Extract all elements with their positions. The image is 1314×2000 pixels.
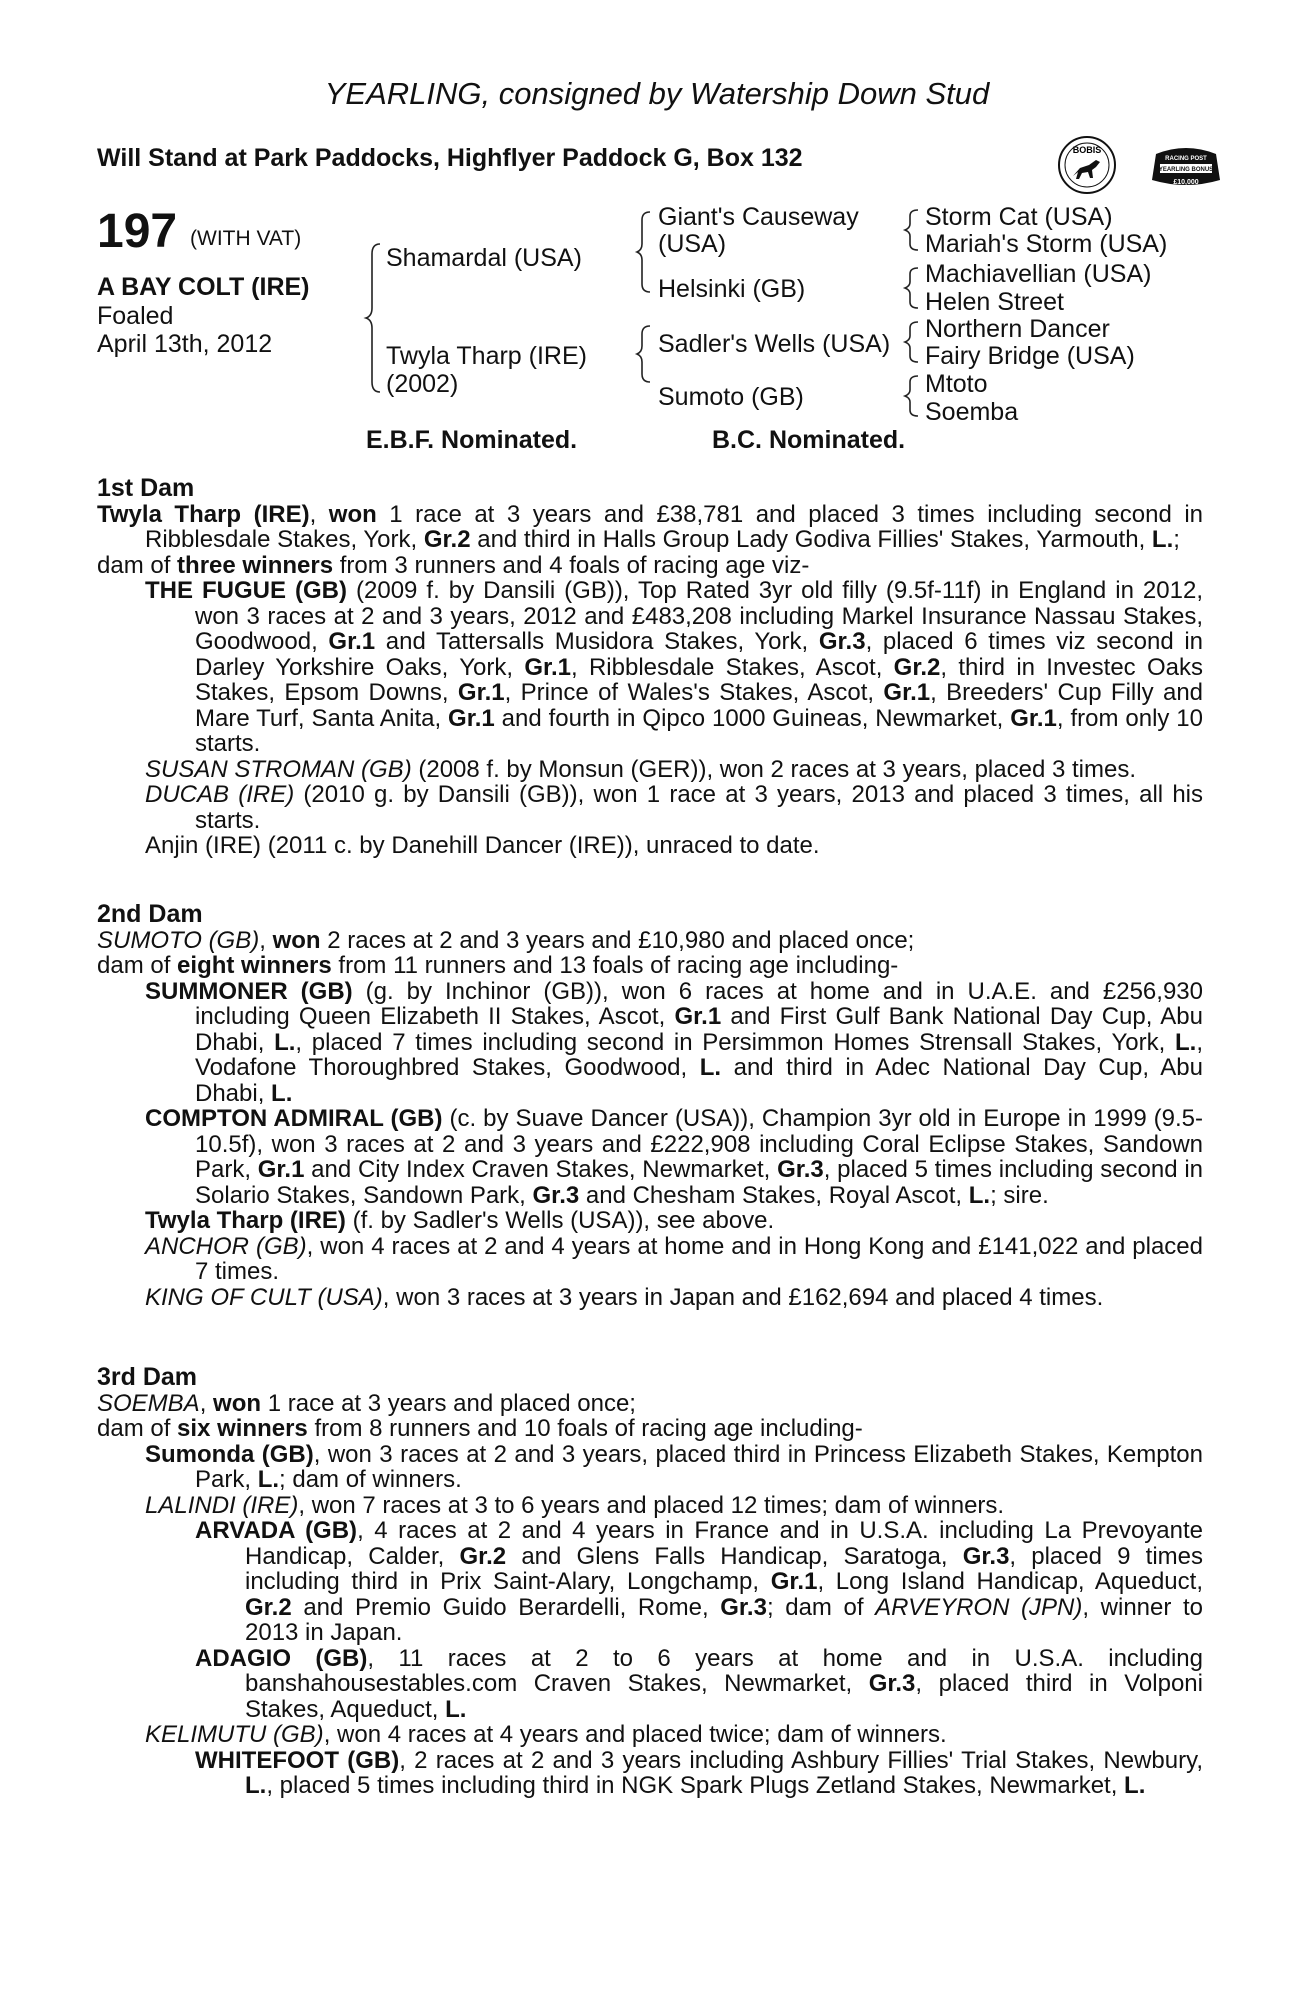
first-dam-section	[97, 476, 1203, 859]
ebf-nominated: E.B.F. Nominated.	[366, 426, 578, 454]
horse-name: SOEMBA	[97, 1389, 200, 1417]
pedigree-brackets	[0, 0, 1314, 440]
dam-sire: Sadler's Wells (USA)	[658, 330, 891, 358]
sire-sire-line1: Giant's Causeway	[658, 203, 859, 231]
horse-name: WHITEFOOT (GB)	[195, 1746, 400, 1774]
produce-entry: KELIMUTU (GB), won 4 races at 4 years and placed twice; dam of winners.	[145, 1721, 947, 1748]
ddd: Soemba	[925, 398, 1019, 426]
lot-description: A BAY COLT (IRE)	[97, 273, 310, 301]
horse-name: ANCHOR (GB)	[145, 1232, 307, 1260]
produce-entry: SUSAN STROMAN (GB) (2008 f. by Monsun (GER)), won 2 races at 3 years, placed 3 times.	[145, 755, 1136, 783]
sire-sire-line2: (USA)	[658, 230, 727, 258]
dam-summary: SOEMBA, won 1 race at 3 years and placed once;	[97, 1389, 636, 1417]
produce-summary: dam of eight winners from 11 runners and 13 foals of racing age including-	[97, 952, 899, 979]
dsd: Fairy Bridge (USA)	[925, 342, 1135, 370]
dam-summary: SUMOTO (GB), won 2 races at 2 and 3 years and £10,980 and placed once;	[97, 926, 915, 954]
section-heading: 2nd Dam	[97, 900, 203, 928]
page-title: YEARLING, consigned by Watership Down Stud	[324, 76, 990, 111]
dds: Mtoto	[925, 370, 988, 398]
produce-entry: ADAGIO (GB), 11 races at 2 to 6 years at home and in U.S.A. including banshahousestables.com Craven Stakes, Newmarket, Gr.3, placed third in Volponi Stakes, Aqueduct, L.	[195, 1644, 1203, 1723]
sds: Machiavellian (USA)	[925, 260, 1152, 288]
produce-entry: Twyla Tharp (IRE) (f. by Sadler's Wells (USA)), see above.	[145, 1207, 775, 1234]
dam-line2: (2002)	[386, 370, 459, 398]
horse-name: KING OF CULT (USA)	[145, 1283, 383, 1311]
horse-name: ADAGIO (GB)	[195, 1644, 368, 1672]
produce-entry: THE FUGUE (GB) (2009 f. by Dansili (GB)), Top Rated 3yr old filly (9.5f-11f) in England in 2012, won 3 races at 2 and 3 years, 2012 and £483,208 including Markel Insurance Nassau Stakes, Goodwood, Gr.1 and Tattersalls Musidora Stakes, York, Gr.3, placed 6 times viz second in Darley Yorkshire Oaks, York, Gr.1, Ribblesdale Stakes, Ascot, Gr.2, third in Investec Oaks Stakes, Epsom Downs, Gr.1, Prince of Wales's Stakes, Ascot, Gr.1, Breeders' Cup Filly and Mare Turf, Santa Anita, Gr.1 and fourth in Qipco 1000 Guineas, Newmarket, Gr.1, from only 10 starts.	[145, 577, 1204, 757]
horse-name: COMPTON ADMIRAL (GB)	[145, 1105, 443, 1132]
horse-name: ARVADA (GB)	[195, 1517, 358, 1544]
horse-name: KELIMUTU (GB)	[145, 1721, 324, 1748]
sdd: Helen Street	[925, 288, 1064, 316]
sss: Storm Cat (USA)	[925, 203, 1113, 231]
produce-entry: WHITEFOOT (GB), 2 races at 2 and 3 years including Ashbury Fillies' Trial Stakes, Newbury, L., placed 5 times including third in NGK Spark Plugs Zetland Stakes, Newmarket, L.	[195, 1746, 1203, 1799]
yearling-bonus-label: YEARLING BONUS	[1158, 167, 1214, 173]
horse-name: SUMMONER (GB)	[145, 977, 353, 1005]
section-heading: 3rd Dam	[97, 1363, 198, 1391]
racing-post-label: RACING POST	[1165, 156, 1207, 162]
bobis-label: BOBIS	[1072, 145, 1102, 155]
dam-line1: Twyla Tharp (IRE)	[386, 342, 587, 370]
produce-entry: KING OF CULT (USA), won 3 races at 3 years in Japan and £162,694 and placed 4 times.	[145, 1283, 1104, 1311]
sire: Shamardal (USA)	[386, 244, 582, 272]
horse-name: LALINDI (IRE)	[145, 1491, 299, 1519]
produce-entry: ANCHOR (GB), won 4 races at 2 and 4 years at home and in Hong Kong and £141,022 and placed 7 times.	[145, 1232, 1203, 1285]
produce-entry: SUMMONER (GB) (g. by Inchinor (GB)), won 6 races at home and in U.A.E. and £256,930 including Queen Elizabeth II Stakes, Ascot, Gr.1 and First Gulf Bank National Day Cup, Abu Dhabi, L., placed 7 times including second in Persimmon Homes Strensall Stakes, York, L., Vodafone Thoroughbred Stakes, Goodwood, L. and third in Adec National Day Cup, Abu Dhabi, L.	[145, 977, 1203, 1107]
horse-name: Twyla Tharp (IRE)	[97, 500, 310, 528]
produce-entry: ARVADA (GB), 4 races at 2 and 4 years in France and in U.S.A. including La Prevoyante Handicap, Calder, Gr.2 and Glens Falls Handicap, Saratoga, Gr.3, placed 9 times including third in Prix Saint-Alary, Longchamp, Gr.1, Long Island Handicap, Aqueduct, Gr.2 and Premio Guido Berardelli, Rome, Gr.3; dam of ARVEYRON (JPN), winner to 2013 in Japan.	[195, 1517, 1204, 1646]
bonus-amount: £10,000	[1173, 179, 1199, 186]
produce-entry: COMPTON ADMIRAL (GB) (c. by Suave Dancer (USA)), Champion 3yr old in Europe in 1999 (9.5-10.5f), won 3 races at 2 and 3 years and £222,908 including Coral Eclipse Stakes, Sandown Park, Gr.1 and City Index Craven Stakes, Newmarket, Gr.3, placed 5 times including second in Solario Stakes, Sandown Park, Gr.3 and Chesham Stakes, Royal Ascot, L.; sire.	[145, 1105, 1204, 1209]
lot-number: 197	[97, 205, 178, 258]
produce-entry: Sumonda (GB), won 3 races at 2 and 3 years, placed third in Princess Elizabeth Stakes, Kempton Park, L.; dam of winners.	[145, 1440, 1203, 1493]
produce-summary: dam of six winners from 8 runners and 10 foals of racing age including-	[97, 1415, 863, 1442]
horse-name: DUCAB (IRE)	[145, 781, 295, 808]
section-heading: 1st Dam	[97, 474, 195, 502]
produce-entry: DUCAB (IRE) (2010 g. by Dansili (GB)), won 1 race at 3 years, 2013 and placed 3 times, all his starts.	[145, 781, 1203, 834]
horse-name: Twyla Tharp (IRE)	[145, 1207, 346, 1234]
dam-dam: Sumoto (GB)	[658, 383, 804, 411]
ssd: Mariah's Storm (USA)	[925, 230, 1168, 258]
produce-summary: dam of three winners from 3 runners and 4 foals of racing age viz-	[97, 551, 810, 579]
horse-name: THE FUGUE (GB)	[145, 577, 348, 604]
dam-summary: Twyla Tharp (IRE), won 1 race at 3 years and £38,781 and placed 3 times including second in Ribblesdale Stakes, York, Gr.2 and third in Halls Group Lady Godiva Fillies' Stakes, Yarmouth, L.;	[97, 500, 1204, 553]
second-dam-section	[97, 902, 1203, 1310]
produce-entry: LALINDI (IRE), won 7 races at 3 to 6 years and placed 12 times; dam of winners.	[145, 1491, 1005, 1519]
third-dam-section	[97, 1365, 1203, 1799]
dss: Northern Dancer	[925, 315, 1110, 343]
horse-name: Sumonda (GB)	[145, 1440, 314, 1468]
bc-nominated: B.C. Nominated.	[712, 426, 906, 454]
horse-name: SUMOTO (GB)	[97, 926, 260, 954]
horse-name: SUSAN STROMAN (GB)	[145, 755, 412, 783]
sire-dam: Helsinki (GB)	[658, 275, 806, 303]
vat-note: (WITH VAT)	[190, 227, 302, 250]
produce-entry: Anjin (IRE) (2011 c. by Danehill Dancer (IRE)), unraced to date.	[145, 832, 820, 859]
foaled-label: Foaled	[97, 302, 174, 330]
foaled-date: April 13th, 2012	[97, 330, 273, 358]
stand-location: Will Stand at Park Paddocks, Highflyer Paddock G, Box 132	[97, 144, 803, 172]
